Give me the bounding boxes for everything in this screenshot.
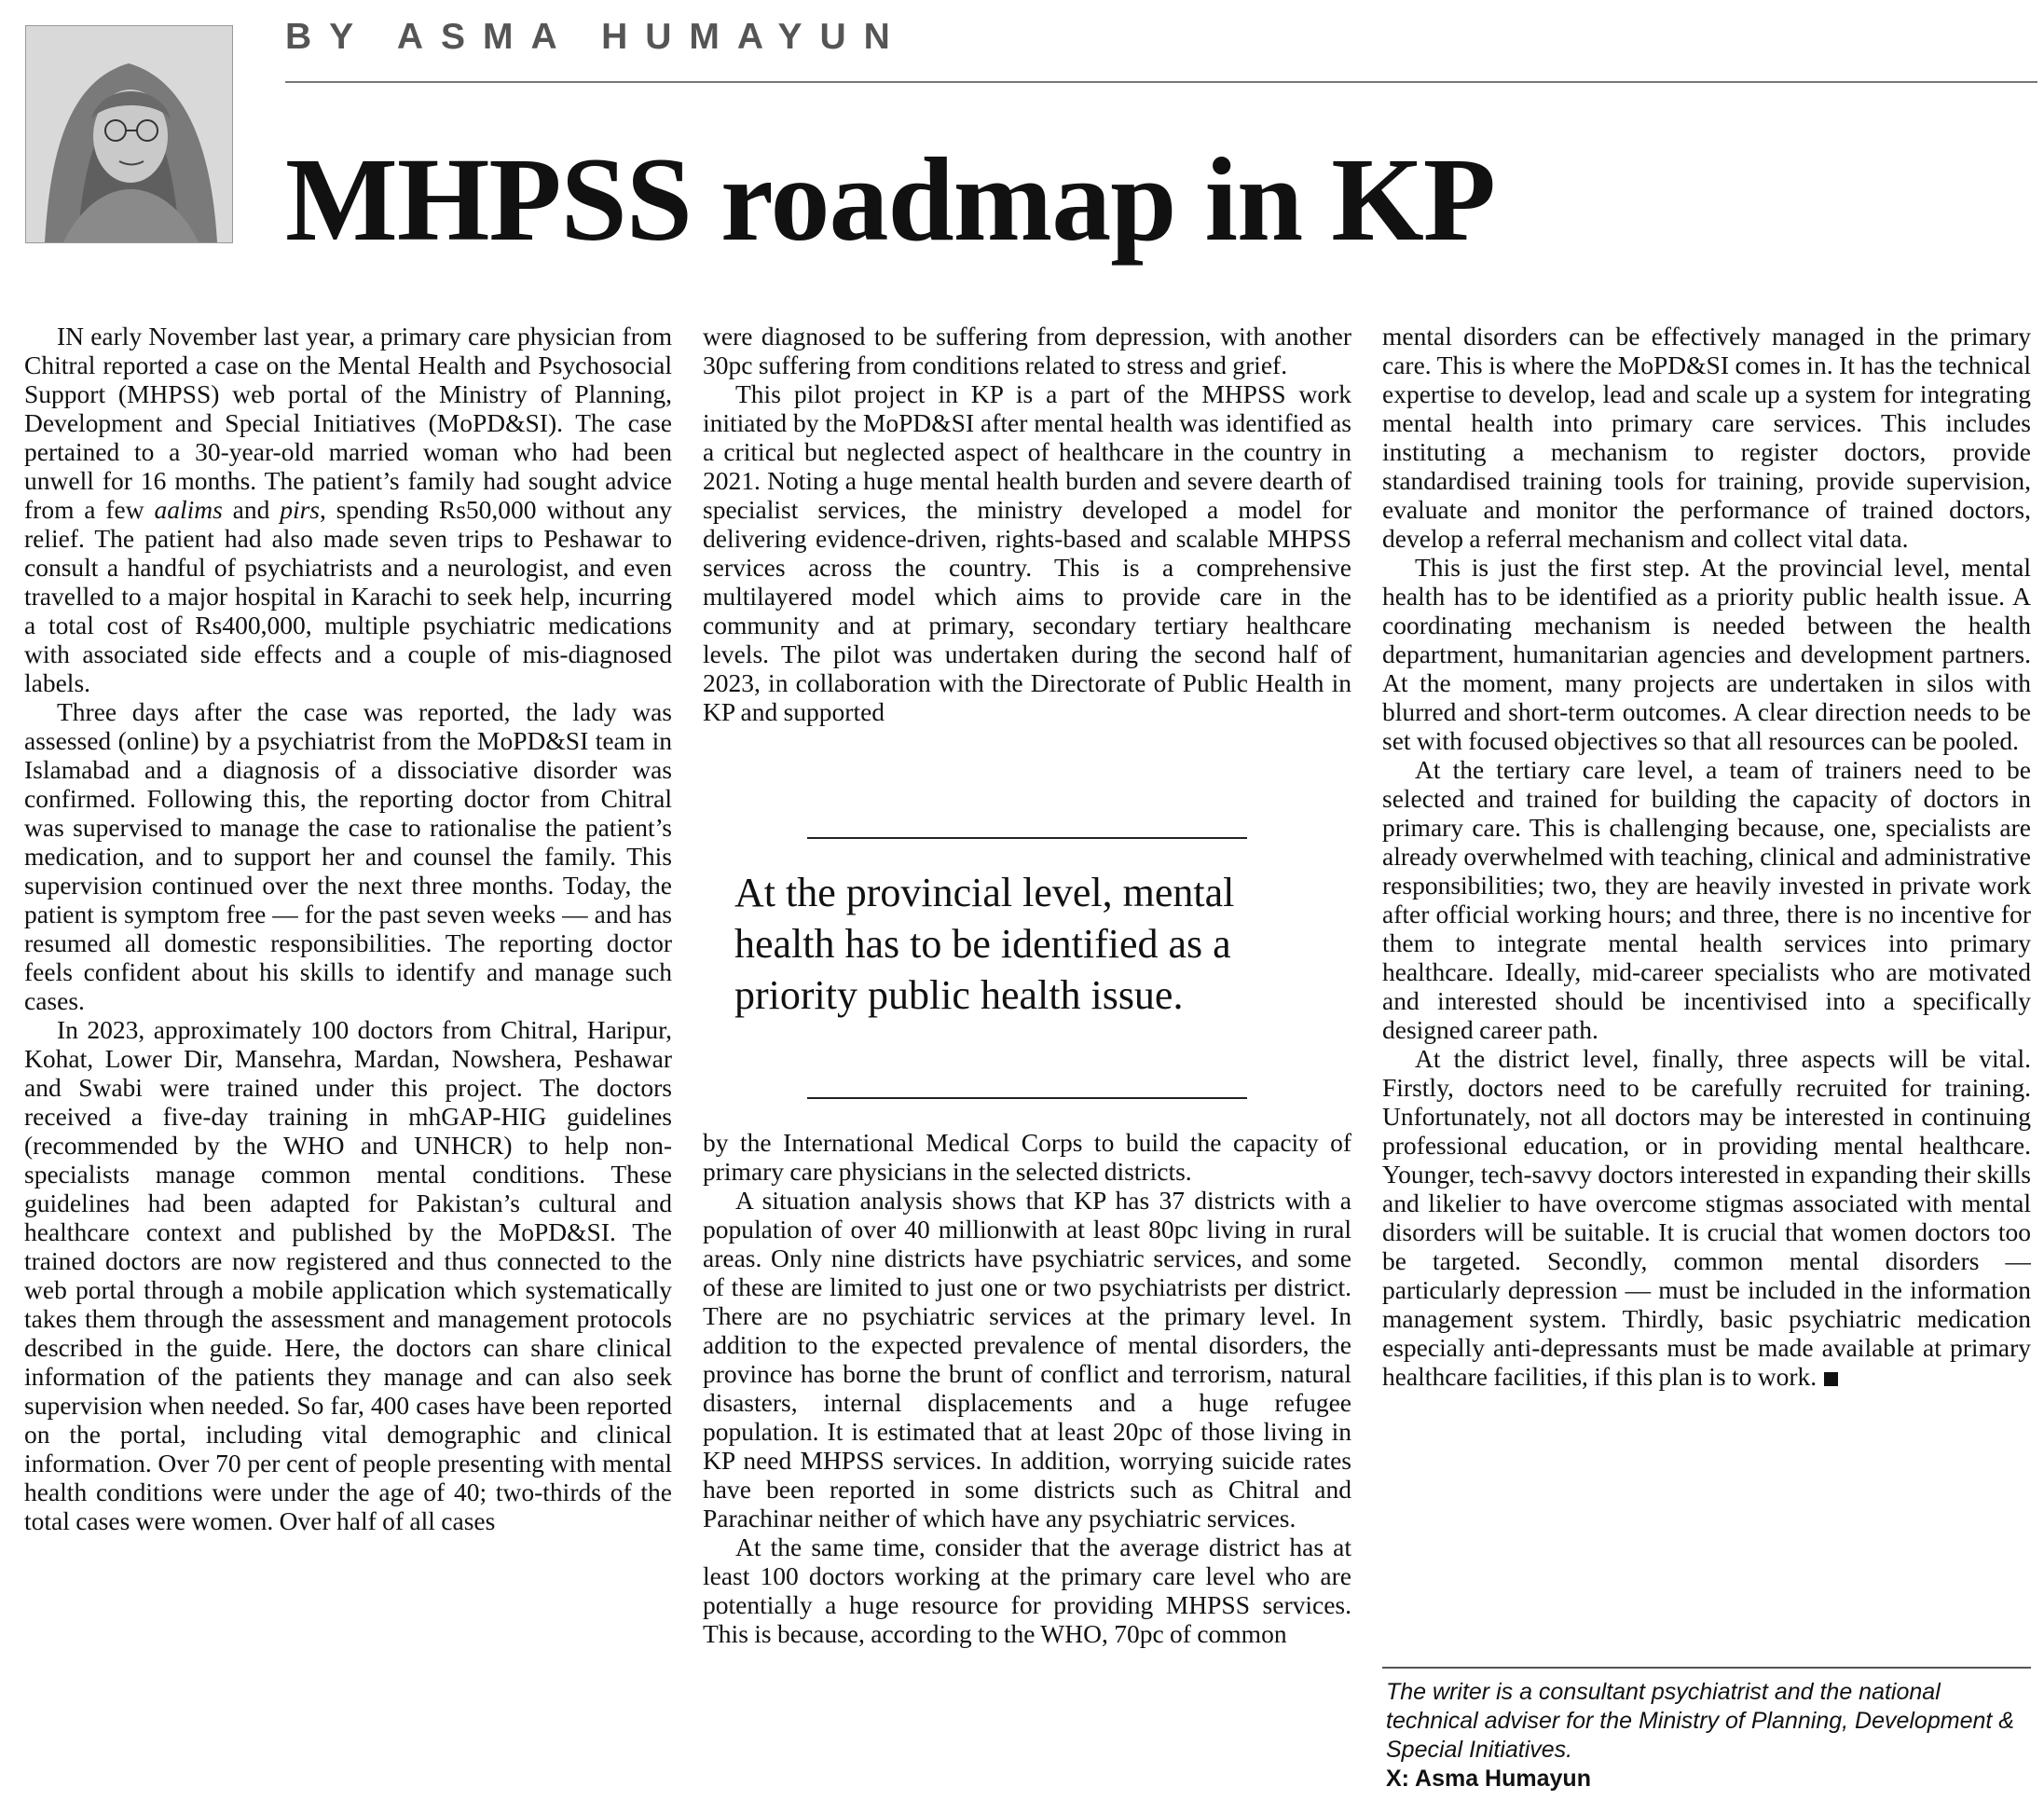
paragraph: In 2023, approximately 100 doctors from Chitral, Haripur, Kohat, Lower Dir, Mansehra, Mardan, Nowshera, Peshawar and Swabi were trained under this project. The doctors received a five-day training in mhGAP-HIG guidelines (recommended by the WHO and UNHCR) to help non-specialists manage common mental conditions. These guidelines had been adapted for Pakistan’s cultural and healthcare context and published by the MoPD&SI. The trained doctors are now registered and thus connected to the web portal through a mobile application which systematically takes them through the assessment and management protocols described in the guide. Here, the doctors can share clinical information of the patients they manage and can also seek supervision when needed. So far, 400 cases have been reported on the portal, including vital demographic and clinical information. Over 70 per cent of people presenting with mental health conditions were under the age of 40; two-thirds of the total cases were women. Over half of all cases [24,1015,672,1535]
column-2-bottom [703,1128,1351,1807]
pullquote-rule-top [807,837,1247,839]
author-bio: The writer is a consultant psychiatrist and the national technical adviser for the Ministry of Planning, Development & Special Initiatives. [1386,1679,2014,1763]
author-social-handle: X: Asma Humayun [1386,1766,1591,1792]
column-1 [24,322,672,1808]
bio-rule [1382,1667,2031,1669]
paragraph: This is just the first step. At the provincial level, mental health has to be identified as a priority public health issue. A coordinating mechanism is needed between the health department, humanitarian agencies and development partners. At the moment, many projects are undertaken in silos with blurred and short-term outcomes. A clear direction needs to be set with focused objectives so that all resources can be pooled. [1382,553,2031,755]
paragraph: This pilot project in KP is a part of the MHPSS work initiated by the MoPD&SI after mental health was identified as a critical but neglected aspect of healthcare in the country in 2021. Noting a huge mental health burden and severe dearth of specialist services, the ministry developed a model for delivering evidence-driven, rights-based and scalable MHPSS services across the country. This is a comprehensive multilayered model which aims to provide care in the community and at primary, secondary tertiary healthcare levels. The pilot was undertaken during the second half of 2023, in collaboration with the Directorate of Public Health in KP and supported [703,379,1351,726]
paragraph: mental disorders can be effectively managed in the primary care. This is where the MoPD&SI comes in. It has the technical expertise to develop, lead and scale up a system for integrating mental health into primary care services. This includes instituting a mechanism to register doctors, provide standardised training tools for training, provide supervision, evaluate and monitor the performance of trained doctors, develop a referral mechanism and collect vital data. [1382,322,2031,553]
byline: BY ASMA HUMAYUN [285,17,908,57]
column-3 [1382,322,2031,1664]
paragraph: At the tertiary care level, a team of trainers need to be selected and trained for building the capacity of doctors in primary care. This is challenging because, one, specialists are already overwhelmed with teaching, clinical and administrative responsibilities; two, they are heavily invested in private work after official working hours; and three, there is no incentive for them to integrate mental health services into primary healthcare. Ideally, mid-career specialists who are motivated and interested should be incentivised into a specifically designed career path. [1382,755,2031,1044]
column-2-top [703,322,1351,816]
paragraph: by the International Medical Corps to build the capacity of primary care physicians in the selected districts. [703,1128,1351,1186]
pullquote: At the provincial level, mental health has to be identified as a priority public health issue. [734,870,1235,1018]
paragraph: were diagnosed to be suffering from depression, with another 30pc suffering from conditions related to stress and grief. [703,322,1351,379]
paragraph-last [1382,1044,2031,1391]
paragraph: Three days after the case was reported, the lady was assessed (online) by a psychiatrist from the MoPD&SI team in Islamabad and a diagnosis of a dissociative disorder was confirmed. Following this, the reporting doctor from Chitral was supervised to manage the case to rationalise the patient’s medication, and to support her and counsel the family. This supervision continued over the next three months. Today, the patient is symptom free — for the past seven weeks — and has resumed all domestic responsibilities. The reporting doctor feels confident about his skills to identify and manage such cases. [24,697,672,1015]
pullquote-rule-bottom [807,1097,1247,1099]
author-portrait [25,25,233,243]
paragraph: IN early November last year, a primary care physician from Chitral reported a case on the Mental Health and Psychosocial Support (MHPSS) web portal of the Ministry of Planning, Development and Special Initiatives (MoPD&SI). The case pertained to a 30-year-old married woman who had been unwell for 16 months. The patient’s family had sought advice from a few aalims and pirs, spending Rs50,000 without any relief. The patient had also made seven trips to Peshawar to consult a handful of psychiatrists and a neurologist, and even travelled to a major hospital in Karachi to seek help, incurring a total cost of Rs400,000, multiple psychiatric medications with associated side effects and a couple of mis-diagnosed labels. [24,322,672,697]
paragraph: A situation analysis shows that KP has 37 districts with a population of over 40 millionwith at least 80pc living in rural areas. Only nine districts have psychiatric services, and some of these are limited to just one or two psychiatrists per district. There are no psychiatric services at the primary level. In addition to the expected prevalence of mental disorders, the province has borne the brunt of conflict and terrorism, natural disasters, internal displacements and a huge refugee population. It is estimated that at least 20pc of those living in KP need MHPSS services. In addition, worrying suicide rates have been reported in some districts such as Chitral and Parachinar neither of which have any psychiatric services. [703,1186,1351,1532]
paragraph-text: At the district level, finally, three aspects will be vital. Firstly, doctors need to be carefully recruited for training. Unfortunately, not all doctors may be interested in continuing professional education, or in providing mental healthcare. Younger, tech-savvy doctors interested in expanding their skills and likelier to have overcome stigmas associated with mental disorders will be suitable. It is crucial that women doctors too be targeted. Secondly, common mental disorders — particularly depression — must be included in the information management system. Thirdly, basic psychiatric medication especially anti-depressants must be made available at primary healthcare facilities, if this plan is to work. [1382,1044,2031,1391]
headline: MHPSS roadmap in KP [285,133,1495,266]
byline-rule [285,81,2037,83]
end-mark-icon [1824,1372,1838,1386]
paragraph: At the same time, consider that the average district has at least 100 doctors working at the primary care level who are potentially a huge resource for providing MHPSS services. This is because, according to the WHO, 70pc of common [703,1532,1351,1648]
